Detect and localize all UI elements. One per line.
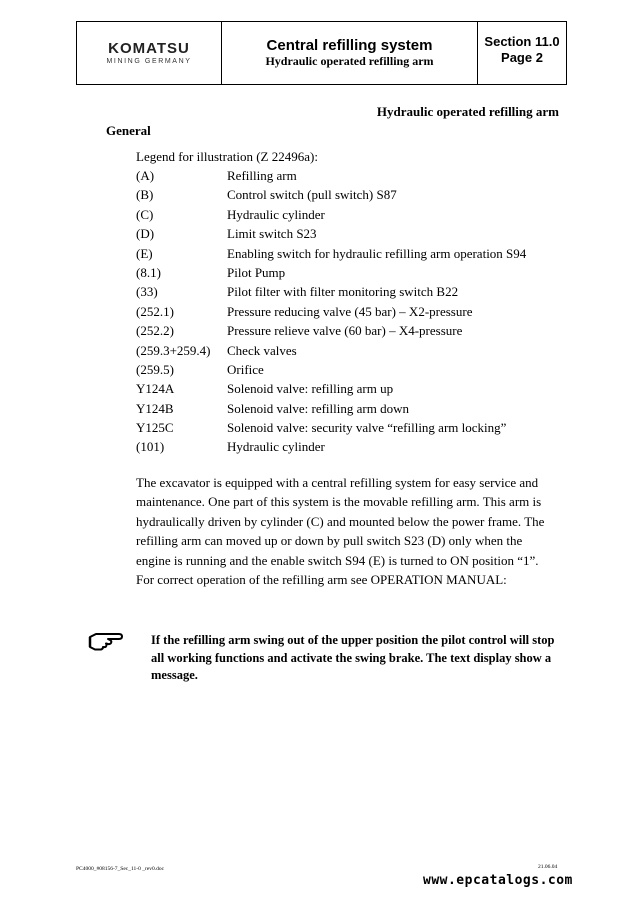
legend-code: (252.1)	[136, 303, 174, 319]
legend-item	[136, 244, 526, 263]
header-title-cell	[222, 22, 478, 84]
legend-item	[136, 399, 526, 418]
company-logo	[77, 22, 222, 84]
topic-heading: Hydraulic operated refilling arm	[376, 104, 559, 119]
legend-code: Y124B	[136, 400, 174, 416]
legend-desc: Solenoid valve: security valve “refilling arm locking”	[227, 420, 507, 436]
legend-desc: Pilot Pump	[227, 264, 286, 280]
legend-item	[136, 360, 526, 379]
legend-code: (E)	[136, 245, 153, 261]
legend-code: (B)	[136, 187, 154, 203]
legend-desc: Hydraulic cylinder	[227, 206, 325, 222]
legend-code: (259.3+259.4)	[136, 342, 211, 358]
legend-code: (33)	[136, 284, 158, 300]
footer-date: 21.06.04	[538, 864, 558, 870]
legend-item	[136, 379, 526, 398]
legend-item	[136, 282, 526, 301]
warning-note: If the refilling arm swing out of the upper position the pilot control will stop all working functions and activate the swing brake. The text display show a message.	[151, 633, 555, 682]
legend-desc: Refilling arm	[227, 168, 297, 183]
page-number: Page 2	[501, 50, 543, 65]
legend-item	[136, 185, 526, 204]
legend-desc: Hydraulic cylinder	[227, 439, 325, 455]
description-paragraph: The excavator is equipped with a central refilling system for easy service and maintenance. One part of this system is the movable refilling arm. This arm is hydraulically driven by cylinder (C) and mounted below the power frame. The refilling arm can moved up or down by pull switch S23 (D) only when the engine is running and the enable switch S94 (E) is turned to ON position “1”. For correct operation of the refilling arm see OPERATION MANUAL:	[136, 475, 545, 588]
legend-code: (259.5)	[136, 361, 174, 377]
legend-item	[136, 166, 526, 185]
watermark: www.epcatalogs.com	[423, 873, 573, 888]
header-subtitle: Hydraulic operated refilling arm	[265, 54, 434, 68]
legend-code: Y124A	[136, 381, 175, 397]
header-section-cell	[478, 22, 566, 84]
legend-item	[136, 341, 526, 360]
legend-desc: Enabling switch for hydraulic refilling arm operation S94	[227, 245, 527, 261]
legend-desc: Control switch (pull switch) S87	[227, 187, 397, 203]
legend-code: (252.2)	[136, 323, 174, 339]
legend-item	[136, 302, 526, 321]
pointing-hand-icon	[88, 630, 124, 652]
legend-item	[136, 437, 526, 456]
section-number: Section 11.0	[484, 34, 560, 49]
legend-item	[136, 224, 526, 243]
legend-list	[136, 166, 526, 457]
legend-desc: Pressure reducing valve (45 bar) – X2-pressure	[227, 303, 473, 319]
legend-title: Legend for illustration (Z 22496a):	[136, 149, 318, 164]
footer-doc-ref: PC4000_#08156-7_Sec_11-0 _rev0.doc	[76, 866, 165, 872]
legend-desc: Pressure relieve valve (60 bar) – X4-pressure	[227, 323, 463, 339]
logo-subtitle: MINING GERMANY	[106, 57, 192, 65]
header-title: Central refilling system	[266, 37, 433, 54]
legend-code: (8.1)	[136, 264, 161, 280]
document-header	[76, 21, 567, 85]
general-heading: General	[106, 123, 151, 138]
legend-item	[136, 263, 526, 282]
legend-desc: Pilot filter with filter monitoring switch B22	[227, 284, 459, 300]
logo-wordmark: KOMATSU	[108, 39, 190, 57]
legend-desc: Limit switch S23	[227, 226, 317, 242]
legend-desc: Orifice	[227, 361, 264, 377]
legend-item	[136, 205, 526, 224]
legend-code: (101)	[136, 439, 165, 455]
legend-code: (D)	[136, 226, 155, 242]
legend-desc: Solenoid valve: refilling arm up	[227, 381, 394, 397]
legend-desc: Solenoid valve: refilling arm down	[227, 400, 409, 416]
legend-item	[136, 418, 526, 437]
legend-item	[136, 321, 526, 340]
legend-code: (C)	[136, 206, 154, 222]
legend-desc: Check valves	[227, 342, 297, 358]
legend-code: Y125C	[136, 420, 174, 436]
legend-code: (A)	[136, 168, 155, 183]
